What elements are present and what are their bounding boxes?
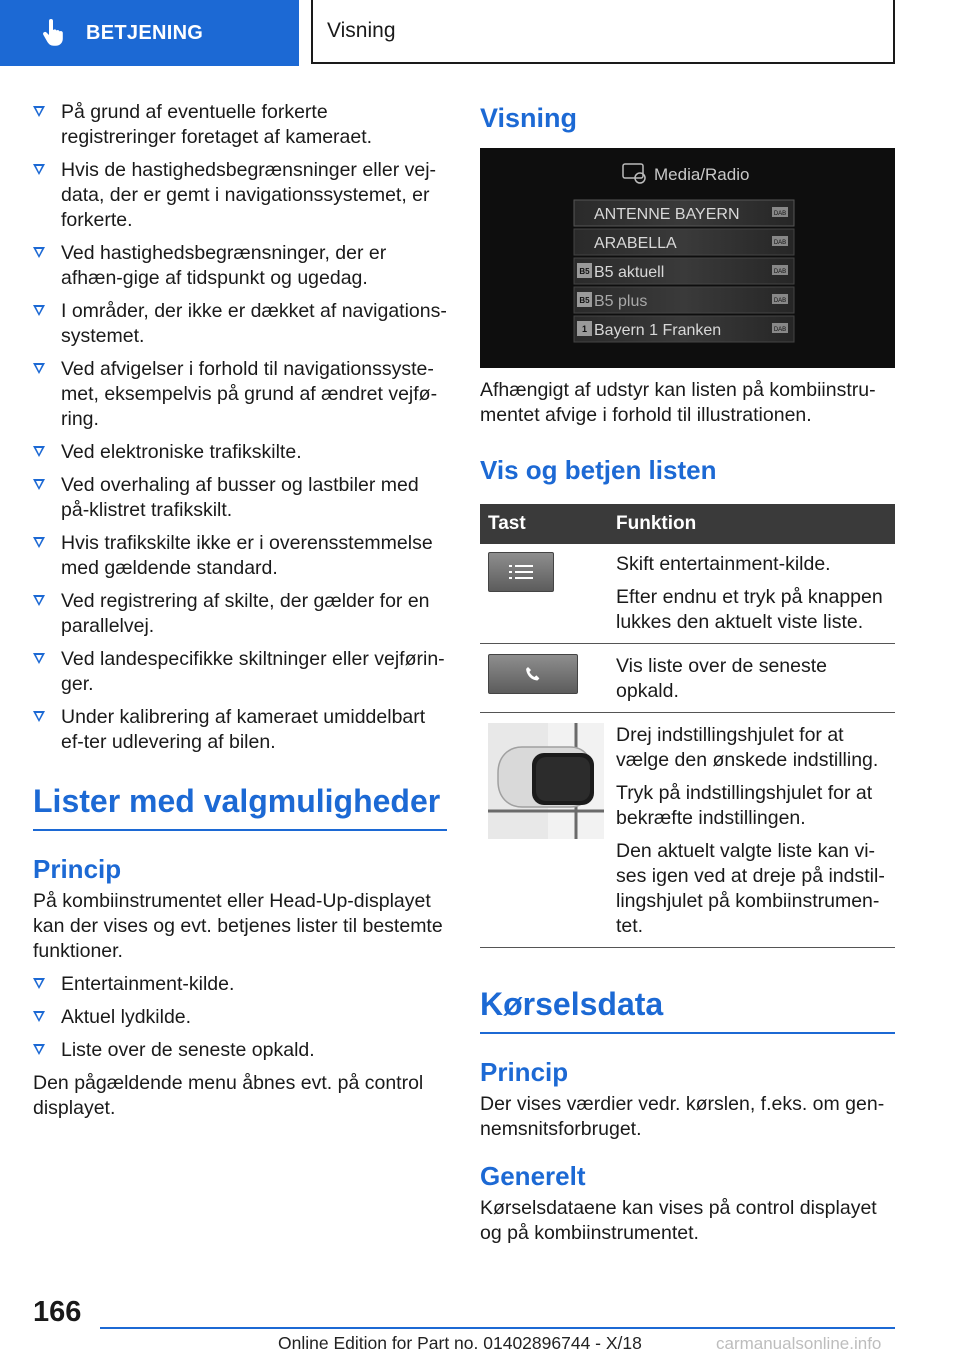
closing-text: Den pågældende menu åbnes evt. på control displayet. xyxy=(33,1072,424,1119)
left-column xyxy=(33,100,447,1121)
table-header-row xyxy=(480,504,895,544)
list-menu-icon xyxy=(488,552,554,592)
section-label: BETJENING xyxy=(86,21,204,44)
limitations-list xyxy=(33,100,447,755)
media-row xyxy=(574,316,794,342)
list-item: I områder, der ikke er dækket af navigations-systemet. xyxy=(33,299,447,349)
media-row xyxy=(574,229,794,255)
svg-text:DAB: DAB xyxy=(773,211,787,217)
triangle-bullet-icon xyxy=(33,653,45,664)
key-cell xyxy=(480,544,606,644)
triangle-bullet-icon xyxy=(33,164,45,175)
key-cell xyxy=(480,644,606,713)
page-number: 166 xyxy=(33,1296,82,1328)
footer-divider xyxy=(100,1327,895,1329)
key-cell xyxy=(480,713,606,948)
visning-heading: Visning xyxy=(480,103,578,133)
list-item: Liste over de seneste opkald. xyxy=(33,1038,447,1063)
function-cell: Skift entertainment-kilde. Efter endnu et tryk på knappen lukkes den aktuelt viste liste. xyxy=(606,544,895,644)
svg-text:Bayern 1 Franken: Bayern 1 Franken xyxy=(594,322,722,339)
media-list-figure xyxy=(480,148,895,368)
pointing-hand-icon xyxy=(40,19,66,47)
media-row xyxy=(574,200,794,226)
column-header: Funktion xyxy=(606,504,895,544)
svg-text:1: 1 xyxy=(581,324,588,334)
list-heading: Vis og betjen listen xyxy=(480,455,717,485)
function-cell: Drej indstillingshjulet for at vælge den ønskede indstilling. Tryk på indstillingshjulet for at bekræfte indstillingen. Den aktuelt valgte liste kan vi-ses igen ved at dreje på indstil-lingshjulet på kombiinstrumen-tet. xyxy=(606,713,895,948)
media-row xyxy=(574,287,794,313)
principle-list xyxy=(33,972,447,1063)
list-item: Entertainment-kilde. xyxy=(33,972,447,997)
page-title: Visning xyxy=(327,19,396,42)
svg-text:ANTENNE BAYERN: ANTENNE BAYERN xyxy=(594,206,740,223)
triangle-bullet-icon xyxy=(33,106,45,117)
list-item: Ved overhaling af busser og lastbiler med på-klistret trafikskilt. xyxy=(33,473,447,523)
svg-text:DAB: DAB xyxy=(773,269,787,275)
list-item: Hvis de hastighedsbegrænsninger eller vej-data, der er gemt i navigationssystemet, er forkerte. xyxy=(33,158,447,233)
svg-text:DAB: DAB xyxy=(773,240,787,246)
triangle-bullet-icon xyxy=(33,305,45,316)
table-row xyxy=(480,544,895,644)
svg-text:B5 aktuell: B5 aktuell xyxy=(594,264,665,281)
triangle-bullet-icon xyxy=(33,479,45,490)
svg-text:DAB: DAB xyxy=(773,298,787,304)
table-row xyxy=(480,713,895,948)
list-item: Ved elektroniske trafikskilte. xyxy=(33,440,447,465)
list-item: Hvis trafikskilte ikke er i overensstemmelse med gældende standard. xyxy=(33,531,447,581)
function-cell: Vis liste over de seneste opkald. xyxy=(606,644,895,713)
svg-text:B5 plus: B5 plus xyxy=(594,293,648,310)
right-column xyxy=(480,100,895,1246)
list-item: Ved registrering af skilte, der gælder for en parallelvej. xyxy=(33,589,447,639)
media-header-text: Media/Radio xyxy=(654,165,750,184)
data-principle-heading: Princip xyxy=(480,1057,569,1087)
edition-text: Online Edition for Part no. 01402896744 - X/18 xyxy=(278,1333,642,1353)
svg-text:ARABELLA: ARABELLA xyxy=(594,235,677,252)
svg-text:DAB: DAB xyxy=(773,327,787,333)
media-radio-screen xyxy=(480,148,895,368)
thumbwheel-icon xyxy=(488,723,604,839)
triangle-bullet-icon xyxy=(33,446,45,457)
figure-caption: Afhængigt af udstyr kan listen på kombiinstru-mentet afvige i forhold til illustrationen. xyxy=(480,379,876,426)
data-principle-text: Der vises værdier vedr. kørslen, f.eks. om gen-nemsnitsforbruget. xyxy=(480,1093,885,1140)
list-item: På grund af eventuelle forkerte registreringer foretaget af kameraet. xyxy=(33,100,447,150)
watermark: carmanualsonline.info xyxy=(716,1334,882,1353)
data-heading: Kørselsdata xyxy=(480,984,895,1034)
table-row xyxy=(480,644,895,713)
page-title-box xyxy=(311,0,895,64)
list-item: Ved landespecifikke skiltninger eller vejførin-ger. xyxy=(33,647,447,697)
media-row xyxy=(574,258,794,284)
list-item: Under kalibrering af kameraet umiddelbart ef-ter udlevering af bilen. xyxy=(33,705,447,755)
triangle-bullet-icon xyxy=(33,247,45,258)
svg-text:B5: B5 xyxy=(579,296,590,305)
list-item: Aktuel lydkilde. xyxy=(33,1005,447,1030)
triangle-bullet-icon xyxy=(33,1044,45,1055)
phone-icon xyxy=(488,654,578,694)
triangle-bullet-icon xyxy=(33,1011,45,1022)
triangle-bullet-icon xyxy=(33,537,45,548)
section-heading: Lister med valgmuligheder xyxy=(33,781,447,831)
principle-heading: Princip xyxy=(33,854,122,884)
list-item: Ved afvigelser i forhold til navigationssyste-met, eksempelvis på grund af ændret vejfø-ring. xyxy=(33,357,447,432)
triangle-bullet-icon xyxy=(33,711,45,722)
section-tab xyxy=(0,0,299,66)
list-item: Ved hastighedsbegrænsninger, der er afhæn-gige af tidspunkt og ugedag. xyxy=(33,241,447,291)
general-text: Kørselsdataene kan vises på control displayet og på kombiinstrumentet. xyxy=(480,1197,877,1244)
triangle-bullet-icon xyxy=(33,363,45,374)
principle-text: På kombiinstrumentet eller Head-Up-displayet kan der vises og evt. betjenes lister til bestemte funktioner. xyxy=(33,890,443,962)
svg-text:B5: B5 xyxy=(579,267,590,276)
controls-table xyxy=(480,504,895,948)
column-header: Tast xyxy=(480,504,606,544)
general-heading: Generelt xyxy=(480,1161,586,1191)
triangle-bullet-icon xyxy=(33,978,45,989)
triangle-bullet-icon xyxy=(33,595,45,606)
